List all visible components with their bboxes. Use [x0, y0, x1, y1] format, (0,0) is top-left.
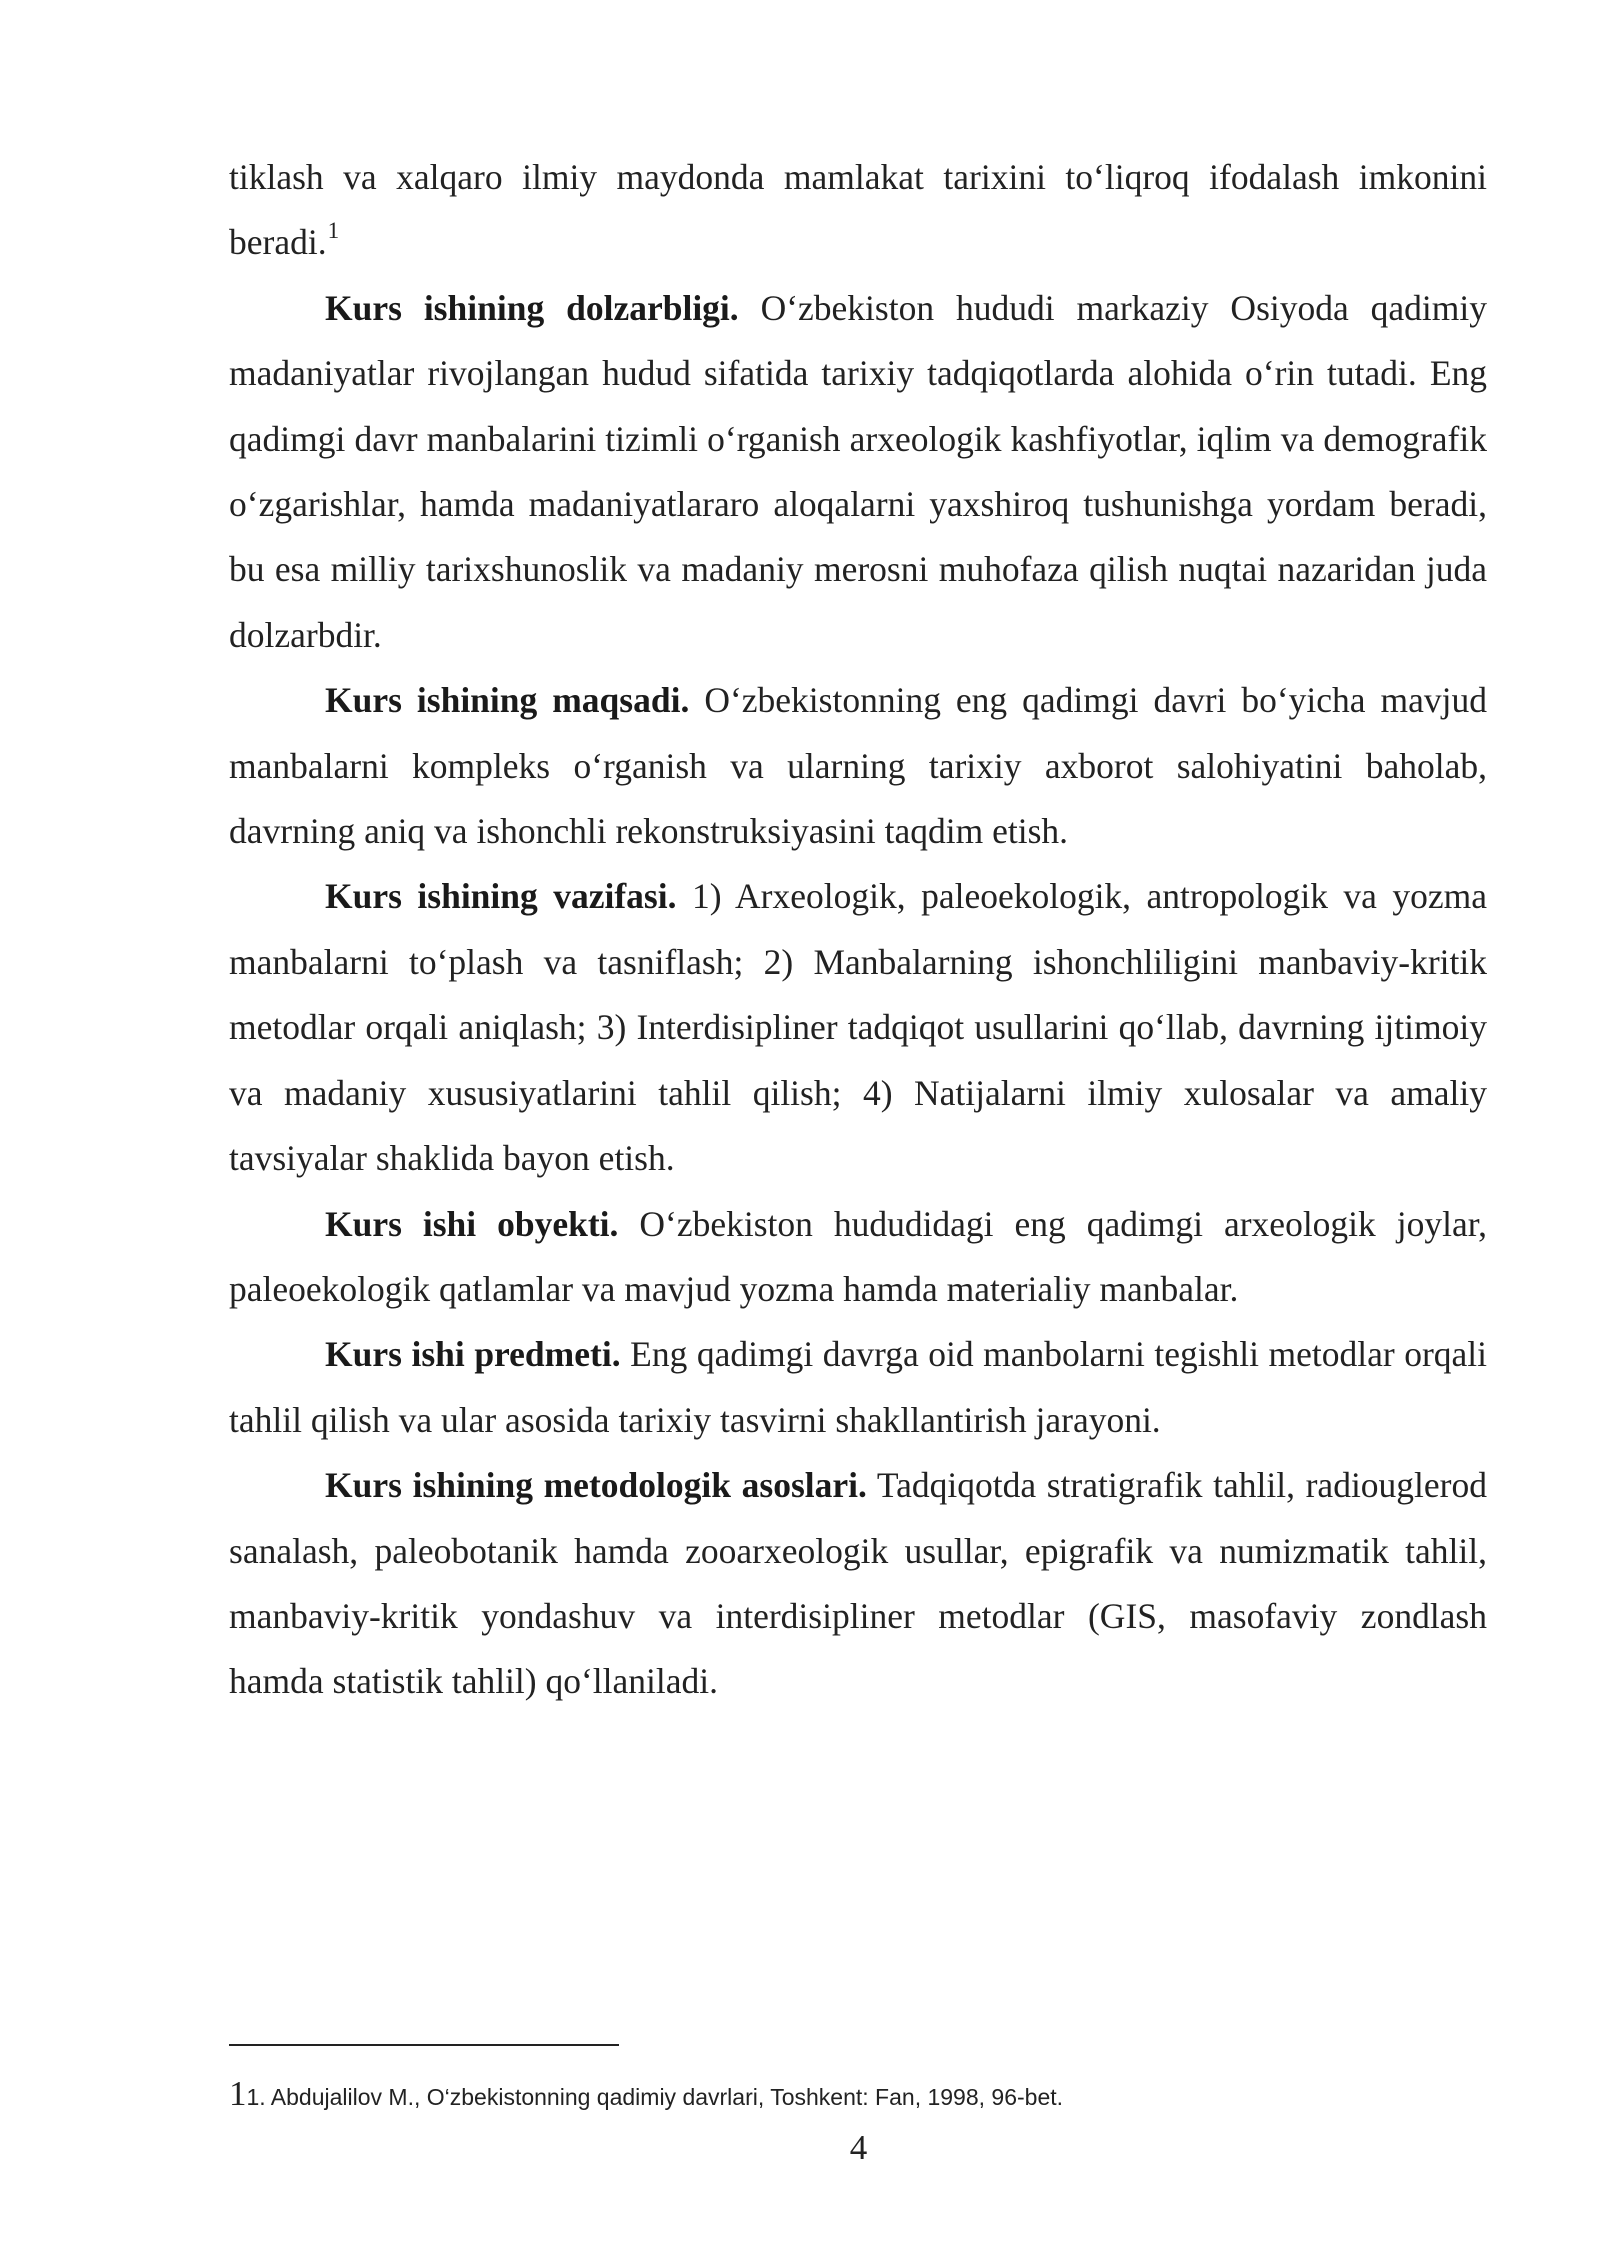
document-body	[229, 145, 1487, 1715]
section-subject	[229, 1322, 1487, 1453]
section-text: O‘zbekistonning eng qadimgi davri bo‘yicha mavjud manbalarni kompleks o‘rganish va ularning tarixiy axborot salohiyatini baholab, davrning aniq va ishonchli rekonstruksiyasini taqdim etish.	[229, 680, 1487, 852]
section-heading: Kurs ishining metodologik asoslari.	[325, 1465, 867, 1506]
footnote	[229, 2074, 1487, 2114]
footnote-text: 1. Abdujalilov M., O‘zbekistonning qadimiy davrlari, Toshkent: Fan, 1998, 96-bet.	[246, 2084, 1064, 2110]
intro-continuation-text: tiklash va xalqaro ilmiy maydonda mamlakat tarixini to‘liqroq ifodalash imkonini beradi.	[229, 157, 1487, 263]
section-heading: Kurs ishi predmeti.	[325, 1334, 621, 1375]
footnote-mark: 1	[229, 2074, 247, 2113]
section-tasks	[229, 864, 1487, 1191]
section-text: Tadqiqotda stratigrafik tahlil, radiouglerod sanalash, paleobotanik hamda zooarxeologik usullar, epigrafik va numizmatik tahlil, manbaviy-kritik yondashuv va interdisipliner metodlar (GIS, masofaviy zondlash hamda statistik tahlil) qo‘llaniladi.	[229, 1465, 1487, 1702]
section-text: O‘zbekiston hududi markaziy Osiyoda qadimiy madaniyatlar rivojlangan hudud sifatida tarixiy tadqiqotlarda alohida o‘rin tutadi. Eng qadimgi davr manbalarini tizimli o‘rganish arxeologik kashfiyotlar, iqlim va demografik o‘zgarishlar, hamda madaniyatlararo aloqalarni yaxshiroq tushunishga yordam beradi, bu esa milliy tarixshunoslik va madaniy merosni muhofaza qilish nuqtai nazaridan juda dolzarbdir.	[229, 287, 1487, 655]
section-text: O‘zbekiston hududidagi eng qadimgi arxeologik joylar, paleoekologik qatlamlar va mavjud yozma hamda materialiy manbalar.	[229, 1203, 1487, 1309]
section-heading: Kurs ishining vazifasi.	[325, 876, 677, 917]
section-text: 1) Arxeologik, paleoekologik, antropologik va yozma manbalarni to‘plash va tasniflash; 2) Manbalarning ishonchliligini manbaviy-kritik metodlar orqali aniqlash; 3) Interdisipliner tadqiqot usullarini qo‘llab, davrning ijtimoiy va madaniy xususiyatlarini tahlil qilish; 4) Natijalarni ilmiy xulosalar va amaliy tavsiyalar shaklida bayon etish.	[229, 876, 1488, 1179]
section-text: Eng qadimgi davrga oid manbolarni tegishli metodlar orqali tahlil qilish va ular asosida tarixiy tasvirni shakllantirish jarayoni.	[229, 1334, 1488, 1440]
section-heading: Kurs ishining dolzarbligi.	[325, 287, 739, 328]
section-relevance	[229, 276, 1487, 668]
section-methodology	[229, 1453, 1487, 1715]
footnote-reference: 1	[327, 218, 340, 244]
section-heading: Kurs ishining maqsadi.	[325, 680, 690, 721]
intro-continuation-paragraph	[229, 145, 1487, 276]
section-goal	[229, 668, 1487, 864]
page-number: 4	[849, 2128, 868, 2167]
section-heading: Kurs ishi obyekti.	[325, 1203, 619, 1244]
footnote-separator	[229, 2044, 619, 2046]
section-object	[229, 1192, 1487, 1323]
